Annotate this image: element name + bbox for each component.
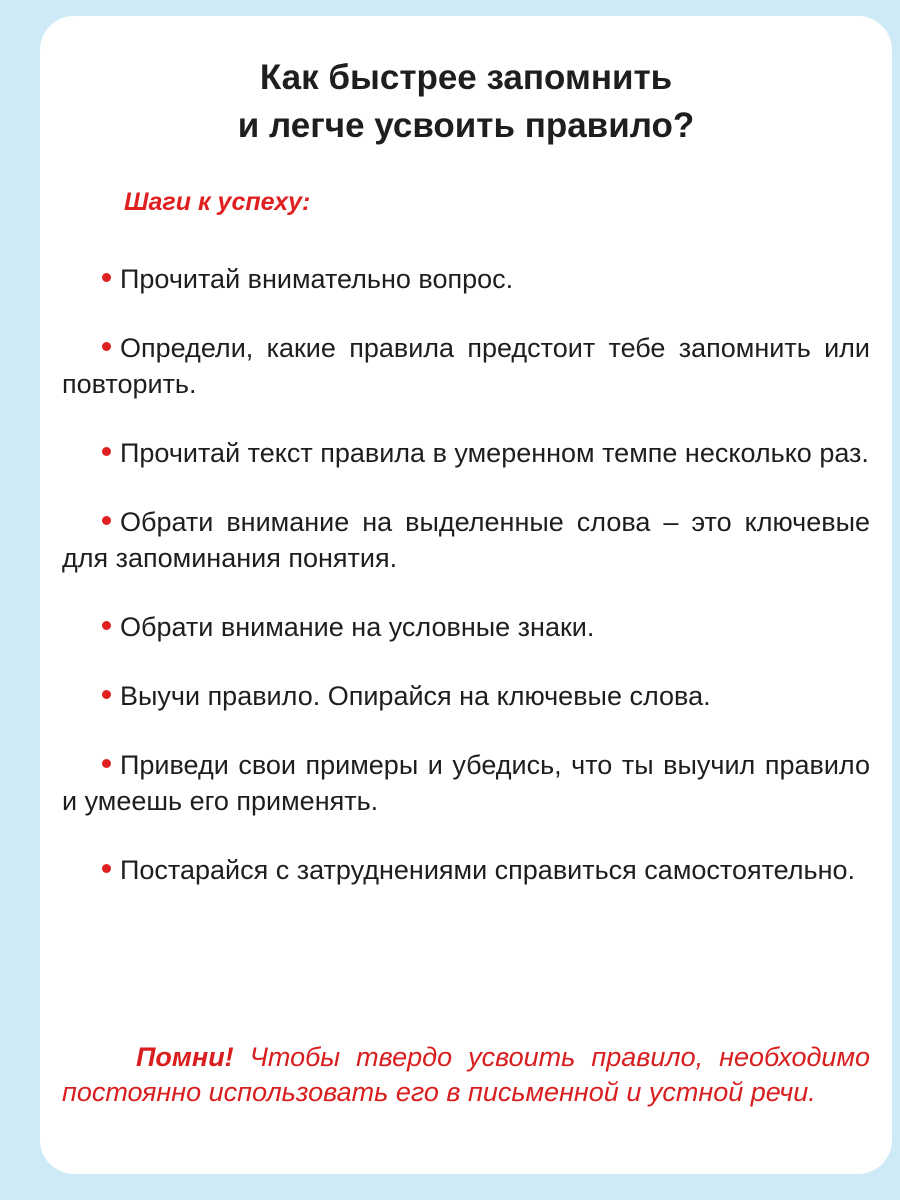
bullet-icon <box>102 342 111 351</box>
step-text: Выучи правило. Опирайся на ключевые слова. <box>120 681 711 711</box>
step-item <box>62 609 870 645</box>
step-item <box>62 261 870 297</box>
title-line-2: и легче усвоить правило? <box>237 106 695 145</box>
rule-card <box>40 16 892 1174</box>
steps-heading: Шаги к успеху: <box>124 188 311 216</box>
remember-label: Помни! <box>136 1042 234 1072</box>
step-item <box>62 678 870 714</box>
step-item <box>62 330 870 402</box>
step-text: Определи, какие правила предстоит тебе запомнить или повторить. <box>62 333 870 399</box>
bullet-icon <box>102 273 111 282</box>
step-text: Обрати внимание на выделенные слова – это ключевые для запоминания понятия. <box>62 507 870 573</box>
remember-note <box>62 1040 870 1110</box>
bullet-icon <box>102 621 111 630</box>
step-item <box>62 435 870 471</box>
step-item <box>62 504 870 576</box>
remember-text: Чтобы твердо усвоить правило, необходимо постоянно использовать его в письменной и устной речи. <box>62 1042 870 1107</box>
step-text: Прочитай внимательно вопрос. <box>120 264 514 294</box>
bullet-icon <box>102 759 111 768</box>
bullet-icon <box>102 516 111 525</box>
step-text: Приведи свои примеры и убедись, что ты выучил правило и умеешь его применять. <box>62 750 870 816</box>
bullet-icon <box>102 864 111 873</box>
step-item <box>62 852 870 888</box>
step-text: Постарайся с затруднениями справиться самостоятельно. <box>120 855 856 885</box>
title-line-1: Как быстрее запомнить <box>259 58 673 97</box>
step-text: Обрати внимание на условные знаки. <box>120 612 595 642</box>
bullet-icon <box>102 447 111 456</box>
bullet-icon <box>102 690 111 699</box>
step-text: Прочитай текст правила в умеренном темпе несколько раз. <box>120 438 869 468</box>
step-item <box>62 747 870 819</box>
page-title <box>40 54 892 150</box>
steps-list <box>62 261 870 921</box>
